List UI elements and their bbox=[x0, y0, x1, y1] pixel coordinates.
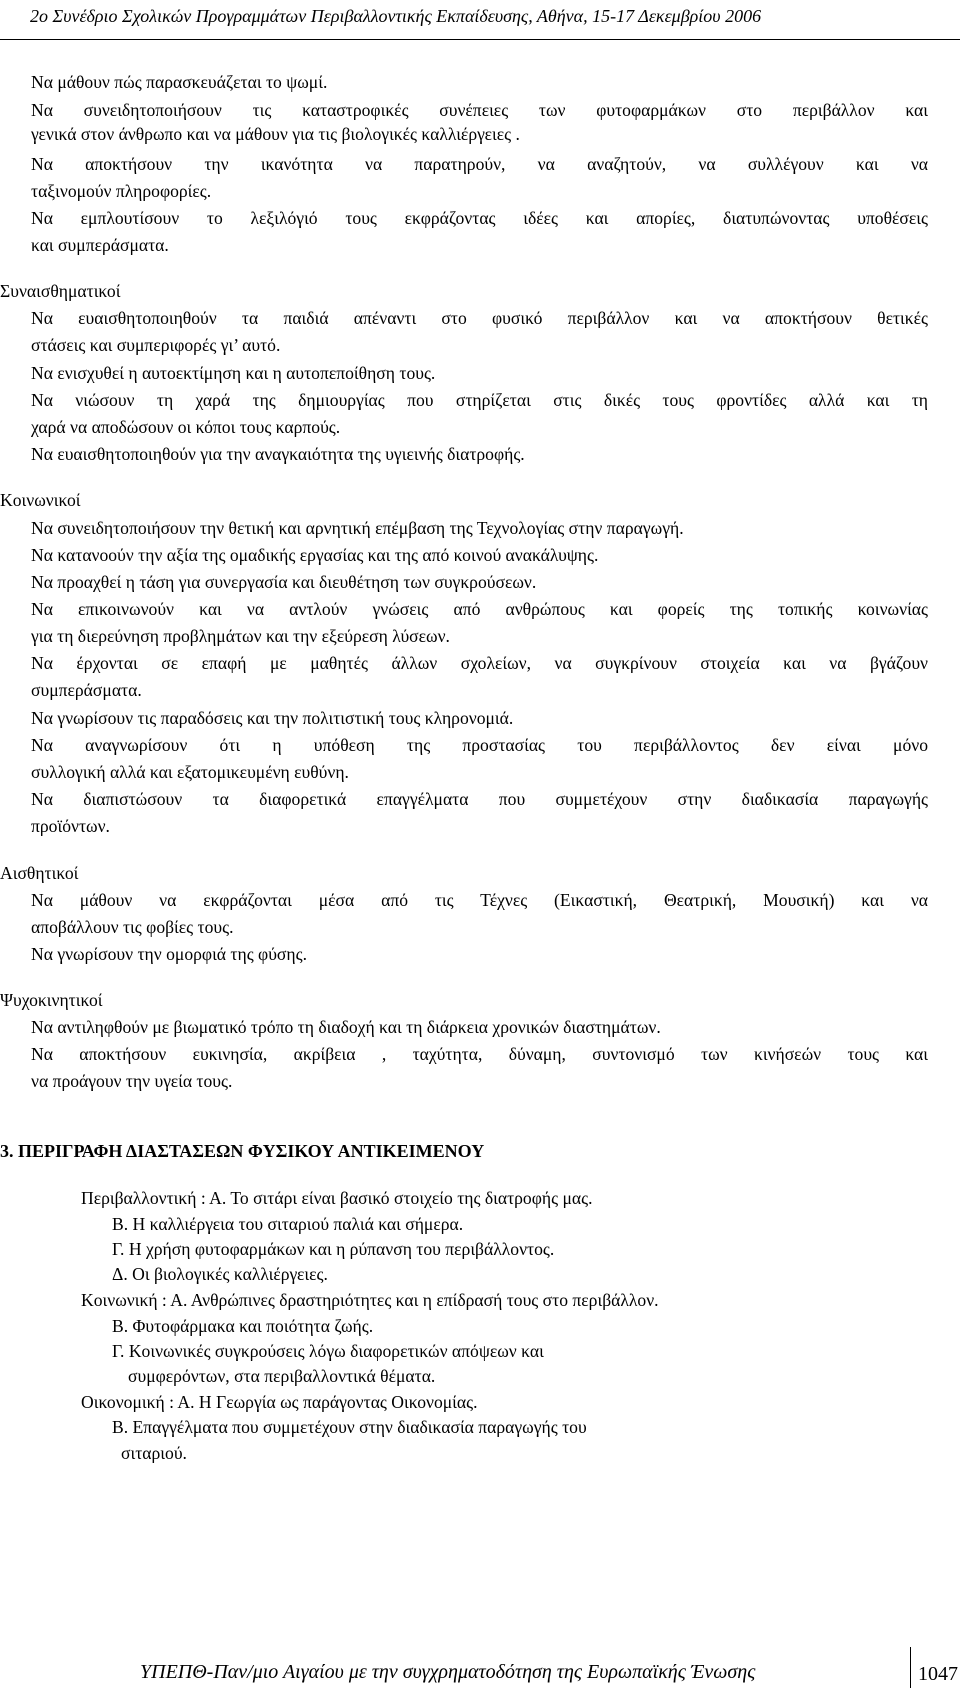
list-item-continuation: να προάγουν την υγεία τους. bbox=[31, 1071, 233, 1091]
list-item: Να συνειδητοποιήσουν τις καταστροφικές συνέπειες των φυτοφαρμάκων στο περιβάλλον και bbox=[31, 100, 928, 120]
list-item: Να ευαισθητοποιηθούν για την αναγκαιότητα της υγιεινής διατροφής. bbox=[31, 444, 525, 464]
list-item: Να αναγνωρίσουν ότι η υπόθεση της προστασίας του περιβάλλοντος δεν είναι μόνο bbox=[31, 735, 928, 755]
dimension-social-c-continuation: συμφερόντων, στα περιβαλλοντικά θέματα. bbox=[128, 1366, 436, 1386]
list-item-continuation: χαρά να αποδώσουν οι κόποι τους καρπούς. bbox=[31, 417, 341, 437]
list-item: Να αποκτήσουν ευκινησία, ακρίβεια , ταχύτητα, δύναμη, συντονισμό των κινήσεών τους και bbox=[31, 1044, 928, 1064]
dimension-environmental-b: Β. Η καλλιέργεια του σιταριού παλιά και σήμερα. bbox=[112, 1214, 464, 1234]
list-item-continuation: αποβάλλουν τις φοβίες τους. bbox=[31, 917, 234, 937]
list-item-continuation: συλλογική αλλά και εξατομικευμένη ευθύνη. bbox=[31, 762, 349, 782]
list-item: Να μάθουν πώς παρασκευάζεται το ψωμί. bbox=[31, 72, 328, 92]
section-3-heading: 3. ΠΕΡΙΓΡΑΦΗ ΔΙΑΣΤΑΣΕΩΝ ΦΥΣΙΚΟΥ ΑΝΤΙΚΕΙΜΕΝΟΥ bbox=[0, 1141, 485, 1161]
dimension-economic-b-continuation: σιταριού. bbox=[121, 1443, 187, 1463]
page-header bbox=[0, 0, 960, 40]
list-item: Να συνειδητοποιήσουν την θετική και αρνητική επέμβαση της Τεχνολογίας στην παραγωγή. bbox=[31, 518, 684, 538]
list-item: Να προαχθεί η τάση για συνεργασία και διευθέτηση των συγκρούσεων. bbox=[31, 572, 537, 592]
footer-funding-text: ΥΠΕΠΘ-Παν/μιο Αιγαίου με την συγχρηματοδότηση της Ευρωπαϊκής Ένωσης bbox=[140, 1661, 756, 1683]
dimension-environmental-a: Περιβαλλοντική : Α. Το σιτάρι είναι βασικό στοιχείο της διατροφής μας. bbox=[81, 1188, 593, 1208]
list-item-continuation: στάσεις και συμπεριφορές γι’ αυτό. bbox=[31, 335, 281, 355]
section-heading: Συναισθηματικοί bbox=[0, 281, 121, 301]
dimension-environmental-c: Γ. Η χρήση φυτοφαρμάκων και η ρύπανση του περιβάλλοντος. bbox=[112, 1239, 555, 1259]
list-item: Να γνωρίσουν τις παραδόσεις και την πολιτιστική τους κληρονομιά. bbox=[31, 708, 514, 728]
list-item-continuation: ταξινομούν πληροφορίες. bbox=[31, 181, 212, 201]
list-item: Να ενισχυθεί η αυτοεκτίμηση και η αυτοπεποίθηση τους. bbox=[31, 363, 436, 383]
list-item: Να επικοινωνούν και να αντλούν γνώσεις από ανθρώπους και φορείς της τοπικής κοινωνίας bbox=[31, 599, 928, 619]
list-item-continuation: για τη διερεύνηση προβλημάτων και την εξεύρεση λύσεων. bbox=[31, 626, 450, 646]
dimension-economic-a: Οικονομική : Α. Η Γεωργία ως παράγοντας Οικονομίας. bbox=[81, 1392, 478, 1412]
section-heading: Αισθητικοί bbox=[0, 863, 79, 883]
conference-header: 2ο Συνέδριο Σχολικών Προγραμμάτων Περιβαλλοντικής Εκπαίδευσης, Αθήνα, 15-17 Δεκεμβρίου 2006 bbox=[30, 6, 762, 26]
section-heading: Ψυχοκινητικοί bbox=[0, 990, 103, 1010]
list-item: Να μάθουν να εκφράζονται μέσα από τις Τέχνες (Εικαστική, Θεατρική, Μουσική) και να bbox=[31, 890, 928, 910]
dimension-social-b: Β. Φυτοφάρμακα και ποιότητα ζωής. bbox=[112, 1316, 374, 1336]
dimension-economic-b: Β. Επαγγέλματα που συμμετέχουν στην διαδικασία παραγωγής του bbox=[112, 1417, 587, 1437]
list-item: Να κατανοούν την αξία της ομαδικής εργασίας και της από κοινού ανακάλυψης. bbox=[31, 545, 599, 565]
list-item: Να γνωρίσουν την ομορφιά της φύσης. bbox=[31, 944, 307, 964]
dimension-social-a: Κοινωνική : Α. Ανθρώπινες δραστηριότητες και η επίδρασή τους στο περιβάλλον. bbox=[81, 1290, 659, 1310]
list-item-continuation: και συμπεράσματα. bbox=[31, 235, 169, 255]
section-heading: Κοινωνικοί bbox=[0, 490, 81, 510]
list-item: Να αντιληφθούν με βιωματικό τρόπο τη διαδοχή και τη διάρκεια χρονικών διαστημάτων. bbox=[31, 1017, 661, 1037]
list-item: Να έρχονται σε επαφή με μαθητές άλλων σχολείων, να συγκρίνουν στοιχεία και να βγάζουν bbox=[31, 653, 928, 673]
list-item-continuation: προϊόντων. bbox=[31, 816, 110, 836]
list-item: Να αποκτήσουν την ικανότητα να παρατηρούν, να αναζητούν, να συλλέγουν και να bbox=[31, 154, 928, 174]
list-item-continuation: γενικά στον άνθρωπο και να μάθουν για τις βιολογικές καλλιέργειες . bbox=[31, 124, 520, 144]
footer-divider bbox=[910, 1647, 911, 1688]
list-item: Να διαπιστώσουν τα διαφορετικά επαγγέλματα που συμμετέχουν στην διαδικασία παραγωγής bbox=[31, 789, 928, 809]
dimension-environmental-d: Δ. Οι βιολογικές καλλιέργειες. bbox=[112, 1264, 328, 1284]
page-number: 1047 bbox=[918, 1663, 958, 1685]
list-item: Να νιώσουν τη χαρά της δημιουργίας που στηρίζεται στις δικές τους φροντίδες αλλά και τη bbox=[31, 390, 928, 410]
list-item: Να εμπλουτίσουν το λεξιλόγιό τους εκφράζοντας ιδέες και απορίες, διατυπώνοντας υποθέσεις bbox=[31, 208, 928, 228]
list-item: Να ευαισθητοποιηθούν τα παιδιά απέναντι στο φυσικό περιβάλλον και να αποκτήσουν θετικές bbox=[31, 308, 928, 328]
list-item-continuation: συμπεράσματα. bbox=[31, 680, 142, 700]
page-footer bbox=[0, 1647, 960, 1688]
dimension-social-c: Γ. Κοινωνικές συγκρούσεις λόγω διαφορετικών απόψεων και bbox=[112, 1341, 544, 1361]
